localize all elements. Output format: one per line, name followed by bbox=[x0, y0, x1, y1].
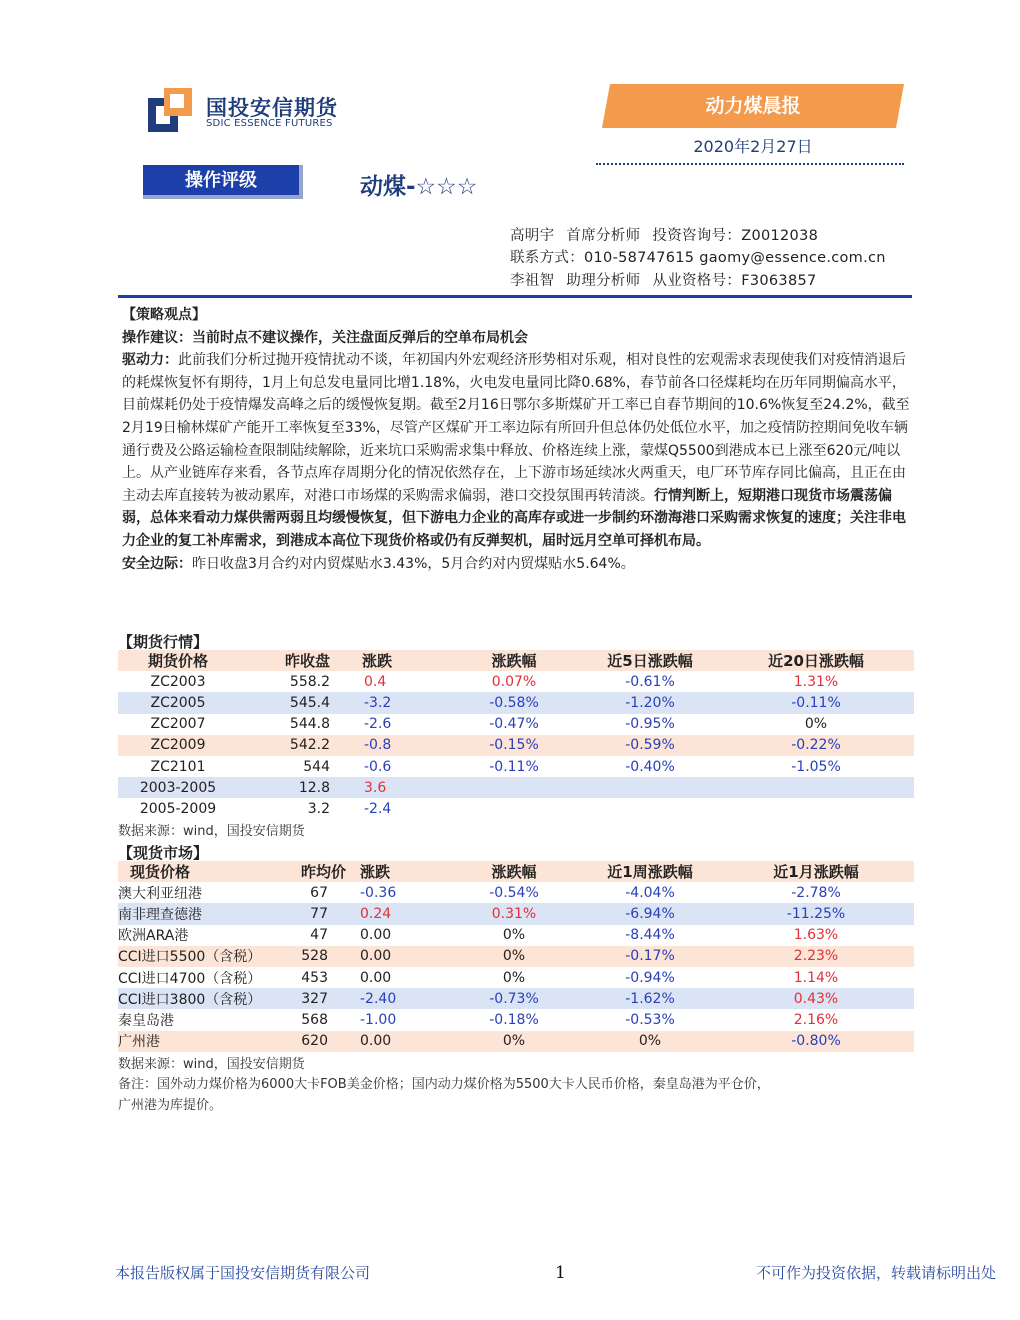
futures-source-note: 数据来源：wind，国投安信期货 bbox=[118, 824, 305, 839]
col-header: 涨跌幅 bbox=[491, 863, 537, 882]
cell: -0.22% bbox=[791, 737, 841, 754]
table-row bbox=[118, 882, 914, 903]
report-date: 2020年2月27日 bbox=[693, 137, 813, 156]
analyst-role: 助理分析师 bbox=[566, 273, 641, 289]
cell: 568 bbox=[301, 1011, 328, 1028]
table-row bbox=[118, 988, 914, 1009]
col-header: 涨跌 bbox=[362, 652, 393, 671]
rating-label-box: 操作评级 bbox=[143, 165, 303, 199]
cell: 0.00 bbox=[360, 1033, 392, 1050]
cell bbox=[446, 777, 582, 798]
strategy-advice: 操作建议：当前时点不建议操作，关注盘面反弹后的空单布局机会 bbox=[122, 329, 528, 346]
cell: -0.95% bbox=[625, 716, 675, 733]
cell: -2.4 bbox=[364, 800, 392, 817]
cell: 67 bbox=[310, 884, 328, 901]
cell: 0.00 bbox=[360, 969, 392, 986]
analyst-line-3 bbox=[510, 269, 829, 290]
cell: 3.6 bbox=[364, 779, 387, 796]
col-header: 涨跌幅 bbox=[491, 652, 537, 671]
cell: 620 bbox=[301, 1033, 328, 1050]
rating-value bbox=[360, 168, 477, 201]
cell: 544.8 bbox=[289, 716, 330, 733]
analyst-name: 李祖智 bbox=[510, 273, 555, 289]
cell: -1.00 bbox=[360, 1011, 397, 1028]
cell: 2005-2009 bbox=[139, 800, 217, 817]
cell: ZC2005 bbox=[150, 694, 206, 711]
table-row bbox=[118, 798, 914, 819]
cell: -0.47% bbox=[489, 716, 539, 733]
driver-label: 驱动力： bbox=[122, 352, 178, 369]
cell: -11.25% bbox=[786, 905, 846, 922]
cell: -2.6 bbox=[364, 716, 392, 733]
cell: 1.31% bbox=[793, 673, 839, 690]
col-header: 近1周涨跌幅 bbox=[607, 863, 693, 882]
col-header: 涨跌 bbox=[360, 863, 391, 882]
spot-table bbox=[118, 861, 914, 1052]
cell: 12.8 bbox=[298, 779, 330, 796]
logo-mark-icon bbox=[148, 88, 192, 132]
analyst-line-1 bbox=[510, 224, 830, 245]
cell: -1.20% bbox=[625, 694, 675, 711]
cell bbox=[582, 798, 718, 819]
cell: 0% bbox=[502, 969, 526, 986]
analyst-license: 投资咨询号：Z0012038 bbox=[652, 228, 819, 244]
cell: 545.4 bbox=[289, 694, 330, 711]
cell: -0.59% bbox=[625, 737, 675, 754]
table-row bbox=[118, 903, 914, 924]
cell: CCI进口3800（含税） bbox=[118, 991, 262, 1008]
cell: 77 bbox=[310, 905, 328, 922]
analyst-contact: 联系方式：010-58747615 gaomy@essence.com.cn bbox=[510, 250, 886, 266]
cell: -0.61% bbox=[625, 673, 675, 690]
cell: -0.53% bbox=[625, 1011, 675, 1028]
cell: ZC2003 bbox=[150, 673, 206, 690]
cell: 澳大利亚纽港 bbox=[118, 885, 202, 902]
col-header: 现货价格 bbox=[130, 863, 191, 882]
cell: -0.36 bbox=[360, 884, 397, 901]
table-row bbox=[118, 735, 914, 756]
cell: ZC2009 bbox=[150, 737, 206, 754]
cell: 453 bbox=[301, 969, 328, 986]
spot-remark-line-2: 广州港为库提价。 bbox=[118, 1098, 223, 1113]
cell: -0.94% bbox=[625, 969, 675, 986]
cell: 0% bbox=[502, 927, 526, 944]
cell: 广州港 bbox=[118, 1034, 160, 1051]
cell: -0.58% bbox=[489, 694, 539, 711]
cell: 0% bbox=[804, 716, 828, 733]
table-row bbox=[118, 692, 914, 713]
cell: -0.8 bbox=[364, 737, 392, 754]
table-row bbox=[118, 925, 914, 946]
col-header: 昨收盘 bbox=[284, 652, 330, 671]
cell: -6.94% bbox=[625, 905, 675, 922]
safety-text: 昨日收盘3月合约对内贸煤贴水3.43%，5月合约对内贸煤贴水5.64%。 bbox=[192, 555, 635, 572]
strategy-section bbox=[122, 304, 912, 575]
spot-source-note: 数据来源：wind，国投安信期货 bbox=[118, 1057, 305, 1072]
driver-text: 此前我们分析过抛开疫情扰动不谈，年初国内外宏观经济形势相对乐观，相对良性的宏观需求表现使我们对疫情消退后的耗煤恢复怀有期待，1月上旬总发电量同比增1.18%，火电发电量同比降0.68%，春节前各口径煤耗均在历年同期偏高水平，目前煤耗仍处于疫情爆发高峰之后的缓慢恢复期。截至2月16日鄂尔多斯煤矿开工率已自春节期间的10.6%恢复至24.2%，截至2月19日榆林煤矿产能开工率恢复至33%，尽管产区煤矿开工率边际有所回升但总体仍处低位水平，加之疫情防控期间免收车辆通行费及公路运输检查限制陆续解除，近来坑口采购需求集中释放、价格连续上涨，蒙煤Q5500到港成本已上涨至620元/吨以上。从产业链库存来看，各节点库存周期分化的情况依然存在，上下游市场延续冰火两重天，电厂环节库存同比偏高，且正在由主动去库直接转为被动累库，对港口市场煤的采购需求偏弱，港口交投氛围再转清淡。 bbox=[122, 352, 910, 504]
cell: 0.31% bbox=[491, 905, 537, 922]
report-title-banner bbox=[602, 84, 904, 128]
cell: -0.11% bbox=[489, 758, 539, 775]
cell: 0% bbox=[502, 1033, 526, 1050]
table-row bbox=[118, 777, 914, 798]
cell: -0.80% bbox=[791, 1033, 841, 1050]
cell: 0.00 bbox=[360, 948, 392, 965]
cell: -0.73% bbox=[489, 990, 539, 1007]
strategy-driver bbox=[122, 349, 912, 552]
cell: 544 bbox=[303, 758, 330, 775]
logo-name-en: SDIC ESSENCE FUTURES bbox=[206, 118, 333, 129]
cell: 0.07% bbox=[491, 673, 537, 690]
market-judgement: 行情判断上，短期港口现货市场震荡偏弱，总体来看动力煤供需两弱且均缓慢恢复，但下游电力企业的高库存或进一步制约环渤海港口采购需求恢复的速度；关注非电力企业的复工补库需求，到港成本高位下现货价格或仍有反弹契机，届时远月空单可择机布局。 bbox=[122, 487, 906, 549]
cell: 542.2 bbox=[289, 737, 330, 754]
cell: 2.23% bbox=[793, 948, 839, 965]
cell: -8.44% bbox=[625, 927, 675, 944]
table-row bbox=[118, 1009, 914, 1030]
cell: 欧洲ARA港 bbox=[118, 928, 189, 945]
cell: 2003-2005 bbox=[139, 779, 217, 796]
cell: 1.63% bbox=[793, 927, 839, 944]
cell: -0.54% bbox=[489, 884, 539, 901]
cell: -2.40 bbox=[360, 990, 397, 1007]
cell: 0% bbox=[502, 948, 526, 965]
cell: 0.24 bbox=[360, 905, 392, 922]
cell bbox=[582, 777, 718, 798]
cell: -0.18% bbox=[489, 1011, 539, 1028]
cell: -1.05% bbox=[791, 758, 841, 775]
col-header: 近20日涨跌幅 bbox=[768, 652, 864, 671]
cell: ZC2007 bbox=[150, 716, 206, 733]
footer-disclaimer: 不可作为投资依据，转载请标明出处 bbox=[756, 1264, 997, 1282]
cell: 南非理查德港 bbox=[118, 906, 202, 923]
cell: 1.14% bbox=[793, 969, 839, 986]
cell bbox=[718, 798, 914, 819]
rating-stars: ☆☆☆ bbox=[415, 174, 478, 200]
spot-remark bbox=[118, 1074, 770, 1116]
company-logo bbox=[148, 88, 348, 136]
cell: CCI进口4700（含税） bbox=[118, 970, 262, 987]
table-row bbox=[118, 756, 914, 777]
table-header-row bbox=[118, 861, 914, 882]
futures-section-title: 【期货行情】 bbox=[118, 633, 209, 651]
cell: 558.2 bbox=[289, 673, 330, 690]
report-title: 动力煤晨报 bbox=[705, 95, 801, 117]
cell: -3.2 bbox=[364, 694, 392, 711]
cell: 47 bbox=[310, 927, 328, 944]
cell: 秦皇岛港 bbox=[118, 1012, 174, 1029]
cell: 528 bbox=[301, 948, 328, 965]
cell bbox=[446, 798, 582, 819]
cell: 0.4 bbox=[364, 673, 387, 690]
cell: -4.04% bbox=[625, 884, 675, 901]
cell: -0.40% bbox=[625, 758, 675, 775]
cell: -2.78% bbox=[791, 884, 841, 901]
spot-section-title: 【现货市场】 bbox=[118, 844, 209, 862]
cell: 2.16% bbox=[793, 1011, 839, 1028]
spot-remark-line-1: 备注：国外动力煤价格为6000大卡FOB美金价格；国内动力煤价格为5500大卡人民币价格，秦皇岛港为平仓价， bbox=[118, 1077, 770, 1092]
cell: ZC2101 bbox=[150, 758, 206, 775]
rating-commodity: 动煤- bbox=[360, 174, 416, 200]
cell: -0.17% bbox=[625, 948, 675, 965]
analyst-license: 从业资格号：F3063857 bbox=[652, 273, 817, 289]
cell: -0.11% bbox=[791, 694, 841, 711]
table-row bbox=[118, 946, 914, 967]
cell: 0.43% bbox=[793, 990, 839, 1007]
col-header: 近1月涨跌幅 bbox=[773, 863, 859, 882]
table-row bbox=[118, 671, 914, 692]
table-row bbox=[118, 1031, 914, 1052]
footer-copyright: 本报告版权属于国投安信期货有限公司 bbox=[115, 1264, 371, 1282]
futures-table bbox=[118, 650, 914, 820]
logo-name-cn: 国投安信期货 bbox=[206, 96, 338, 120]
cell: -0.6 bbox=[364, 758, 392, 775]
cell: -1.62% bbox=[625, 990, 675, 1007]
cell: 3.2 bbox=[307, 800, 330, 817]
strategy-title: 【策略观点】 bbox=[122, 307, 206, 323]
cell: -0.15% bbox=[489, 737, 539, 754]
analyst-role: 首席分析师 bbox=[566, 228, 641, 244]
col-header: 近5日涨跌幅 bbox=[607, 652, 693, 671]
table-header-row bbox=[118, 650, 914, 671]
header-rule bbox=[118, 295, 912, 298]
cell: 0% bbox=[638, 1033, 662, 1050]
table-row bbox=[118, 714, 914, 735]
col-header: 昨均价 bbox=[300, 863, 346, 882]
safety-label: 安全边际： bbox=[122, 555, 192, 572]
cell: 0.00 bbox=[360, 927, 392, 944]
page-number: 1 bbox=[555, 1263, 566, 1283]
cell: 327 bbox=[301, 990, 328, 1007]
dotted-divider bbox=[596, 163, 904, 165]
col-header: 期货价格 bbox=[147, 652, 208, 671]
analyst-name: 高明宇 bbox=[510, 228, 555, 244]
table-row bbox=[118, 967, 914, 988]
strategy-safety bbox=[122, 553, 912, 576]
cell bbox=[718, 777, 914, 798]
cell: CCI进口5500（含税） bbox=[118, 949, 262, 966]
